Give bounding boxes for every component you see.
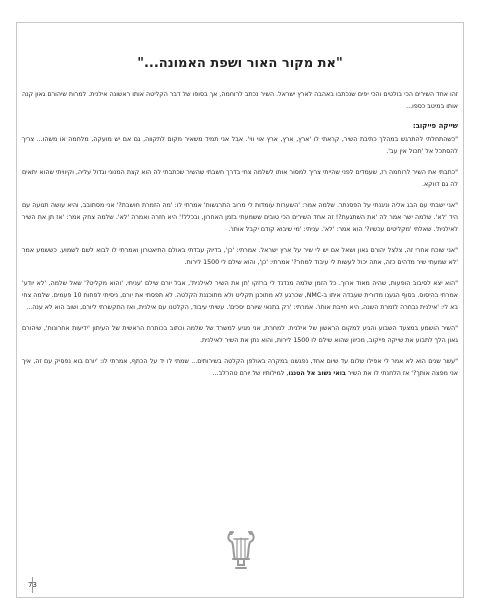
- quote-paragraph-1: "כשהתחלתי להתרגש במהלך כתיבת השיר, קראתי לו 'ארץ, ארץ, ארץ אוי ווי'. אבל אני תמיד משאיר מקום לתקווה, גם אם יש מועקה, מלחמה או משהו... צריך להסתכל אל 'תכול אין עב'.: [22, 136, 458, 155]
- article-title: "את מקור האור ושפת האמונה...": [137, 56, 343, 71]
- song-title-bold: בואי נשוב אל הטנגו: [288, 370, 346, 377]
- quote-paragraph-7-tail: , למילותיו של יורם טהרלב...: [212, 370, 289, 377]
- speaker-heading: שייקה פייקוב:: [412, 122, 458, 130]
- quote-paragraph-5: "הוא יצא לסיבוב הופעות, שהיה מאוד ארוך. כל הזמן שלמה מנדנד לי ברזקו 'תן את השיר לאילנית', אבל יורם שילם 'עניתי, 'והוא מקליט?' שאל שלמה, 'לא יודע' אמרתי בהיסוס. בסוף הגענו מדורית שעבדה איתו ב-NMC, שכרגע לא מתוכנן תקליט ולא מתוכננת הקלטה. לא תפסתי את יורם, ניסיתי לפחות 10 פעמים. שלמה צחי בא לי: 'אילנית נבחרה לזמרת השנה, היא חייבת אותו'. אמרתי: 'רק בתנאי שיורם יסכים'. עשיתי עיבוד, הקלטנו עם אילנית, ואז התקשרתי ליורם, ושוב הוא לא ענה...: [22, 280, 458, 311]
- quote-paragraph-7: [22, 356, 458, 380]
- quote-paragraph-7-text: "עשר שנים הוא לא אמר לי אפילו שלום עד שיום אחד, נפגשנו במקרה באולפן הקלטה בשירותים... שמתי לו יד על הכתף, אמרתי לו: 'יורם בוא נפסיק עם זה, איך אני מפצה אותך?' אז הלחנתי לו את השיר: [22, 358, 458, 377]
- quote-paragraph-2: "כתבתי את השיר לרוחמה רז, שעמדים לפני שהייתי צריך למסור אותו לשלמה צחי בדרך חשבתי שהשיר שכתבתי לה הוא קצת המנוני וגדול עליה, וקיוויתי שהוא יתאים לה גם דווקא.: [22, 169, 458, 188]
- article: [22, 54, 458, 389]
- quote-paragraph-6: "השיר הושמע במצעד השבוע והגיע למקום הראשון של אילנית. למחרת, אני מגיע למשרד של שלמה וכתוב בכותרת הראשית של העיתון 'ידיעות אחרונות', שיהורם גאון הלך לתבוע את שייקה פייקוב, מכיוון שהוא שילם לו 1500 לירות, והוא נתן את השיר לאילנית.: [22, 325, 458, 344]
- lyre-icon: [224, 528, 258, 572]
- page-number: 73: [28, 581, 37, 589]
- quote-paragraph-4: "אני שוכח אחרי זה, צלצל יהורם גאון ושאל אם יש לי שיר על ארץ ישראל. אמרתי: 'כן', בדיוק עבדתי באולם התיאטרון ואמרתי לו לבוא לשם לשמוע. כששמע אמר 'לא שמעתי שיר מדהים כזה, אתה יכול לעשות לי עיבוד למחר?' אמרתי: 'כן', והוא שילם לי 1500 לירות.: [22, 247, 458, 266]
- quote-paragraph-3: "אני ישבתי עם הבג אליה וניגנתי על הפסנתר. שלמה אמר: 'השערות עומדות לי מרוב התרגשות' אמרתי לו: 'מה הזמרת חושבת?' אני מסתובב, והיא עושה תנועה עם היד 'לא'. שלמה ישר אמר לה 'את השתגעת?! זה אחד השירים הכי טובים ששמעתי בזמן האחרון, ובכלל!' היא חזרה ואמרה 'לא'. שלמה צחק אמר: 'אז תן את השיר לאילנית'. שאלתי 'מקליטים עכשיו?' הוא אמר: 'לא'. עניתי: 'מי שיבוא קודם יקבל אותו'.: [22, 202, 458, 233]
- intro-paragraph: זהו אחד השירים הכי בולטים והכי יפים שנכתבו באהבה לארץ ישראל. השיר נכתב לרוחמה, אך בסופו של דבר הקליטה אותו ראשונה אילנית. למרות שיהורם גאון קנה אותו במיטב כספו...: [22, 91, 458, 110]
